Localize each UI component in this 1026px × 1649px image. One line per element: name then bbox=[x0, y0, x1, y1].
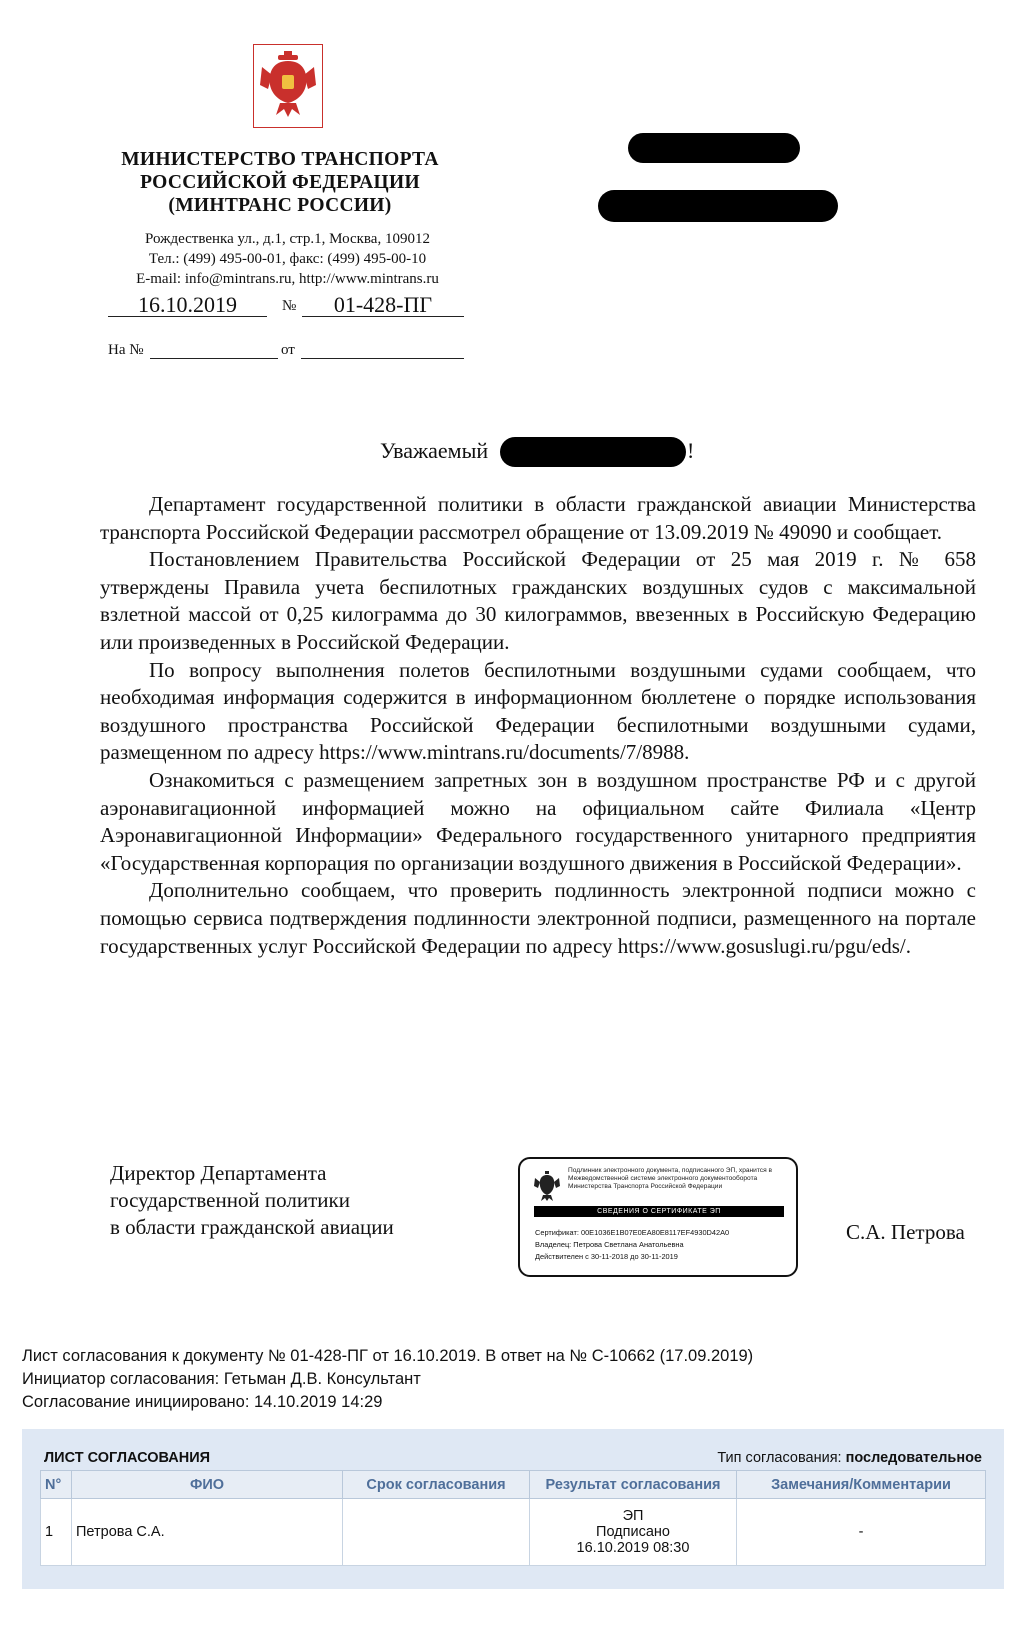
ministry-name bbox=[100, 148, 460, 217]
reply-reference bbox=[108, 342, 464, 362]
stamp-owner: Владелец: Петрова Светлана Анатольевна bbox=[535, 1240, 684, 1249]
ministry-line: (МИНТРАНС РОССИИ) bbox=[168, 195, 392, 216]
reply-label: На № bbox=[108, 342, 144, 358]
column-header: Срок согласования bbox=[343, 1471, 530, 1499]
greeting: Уважаемый bbox=[380, 438, 489, 463]
ministry-line: РОССИЙСКОЙ ФЕДЕРАЦИИ bbox=[140, 172, 420, 193]
redacted-addressee-line-1 bbox=[628, 133, 800, 163]
row-number: 1 bbox=[41, 1499, 72, 1566]
stamp-certificate-details bbox=[535, 1227, 795, 1263]
body-paragraph: По вопросу выполнения полетов беспилотными воздушными судами сообщаем, что необходимая информация содержится в информационном бюллетене о порядке использования воздушного пространства Российской Федерации беспилотными воздушными судами, размещенном по адресу https://www.mintrans.ru/documents/7/8988. bbox=[100, 657, 976, 765]
table-row bbox=[41, 1499, 986, 1566]
stamp-certificate: Сертификат: 00E1036E1B07E0EA80E8117EF4930D42A0 bbox=[535, 1228, 730, 1237]
signatory-title-line: в области гражданской авиации bbox=[110, 1215, 394, 1239]
approval-type-value: последовательное bbox=[845, 1450, 982, 1466]
document-date: 16.10.2019 bbox=[108, 292, 267, 317]
approval-table bbox=[40, 1470, 986, 1566]
letter-body bbox=[100, 491, 976, 960]
approval-info bbox=[22, 1345, 753, 1414]
reply-date-line bbox=[301, 358, 464, 359]
stamp-certificate-header: СВЕДЕНИЯ О СЕРТИФИКАТЕ ЭП bbox=[534, 1206, 784, 1217]
greeting-exclamation: ! bbox=[687, 438, 695, 463]
result-status: Подписано bbox=[596, 1524, 670, 1540]
column-header: N° bbox=[41, 1471, 72, 1499]
address-line: E-mail: info@mintrans.ru, http://www.mintrans.ru bbox=[136, 271, 439, 287]
body-paragraph: Постановлением Правительства Российской Федерации от 25 мая 2019 г. № 658 утверждены Правила учета беспилотных гражданских воздушных судов с максимальной взлетной массой от 0,25 килограмма до 30 килограммов, ввезенных в Российскую Федерацию или произведенных в Российской Федерации. bbox=[100, 547, 976, 654]
approval-line: Согласование инициировано: 14.10.2019 14:29 bbox=[22, 1393, 383, 1411]
approval-sheet bbox=[22, 1429, 1004, 1589]
row-comment: - bbox=[737, 1499, 986, 1566]
result-type: ЭП bbox=[622, 1508, 644, 1524]
redacted-addressee-line-2 bbox=[598, 190, 838, 222]
electronic-signature-stamp bbox=[518, 1157, 798, 1277]
signatory-title-line: Директор Департамента bbox=[110, 1161, 327, 1185]
column-header: Замечания/Комментарии bbox=[737, 1471, 986, 1499]
table-header-row bbox=[41, 1471, 986, 1499]
signatory-name: С.А. Петрова bbox=[846, 1220, 965, 1244]
address-line: Рождественка ул., д.1, стр.1, Москва, 109012 bbox=[145, 231, 430, 247]
approval-sheet-title: ЛИСТ СОГЛАСОВАНИЯ bbox=[44, 1450, 211, 1466]
from-label: от bbox=[281, 342, 295, 358]
approval-line: Инициатор согласования: Гетьман Д.В. Консультант bbox=[22, 1370, 421, 1388]
body-paragraph: Департамент государственной политики в области гражданской авиации Министерства транспорта Российской Федерации рассмотрел обращение от 13.09.2019 № 49090 и сообщает. bbox=[100, 492, 976, 544]
redacted-greeting-name bbox=[500, 437, 686, 467]
row-result bbox=[530, 1499, 737, 1566]
ministry-address bbox=[100, 229, 475, 289]
row-deadline bbox=[343, 1499, 530, 1566]
signatory-title bbox=[110, 1160, 394, 1241]
row-name: Петрова С.А. bbox=[72, 1499, 343, 1566]
body-paragraph: Ознакомиться с размещением запретных зон в воздушном пространстве РФ и с другой аэронавигационной информацией можно на официальном сайте Филиала «Центр Аэронавигационной Информации» Федерального государственного унитарного предприятия «Государственная корпорация по организации воздушного движения в Российской Федерации». bbox=[100, 767, 976, 875]
approval-type-label: Тип согласования: bbox=[717, 1450, 842, 1466]
coat-of-arms-emblem bbox=[253, 44, 323, 128]
reply-number-line bbox=[150, 358, 278, 359]
approval-line: Лист согласования к документу № 01-428-ПГ от 16.10.2019. В ответ на № С-10662 (17.09.2019) bbox=[22, 1347, 754, 1365]
body-paragraph: Дополнительно сообщаем, что проверить подлинность электронной подписи можно с помощью сервиса подтверждения подлинности электронной подписи, размещенного на портале государственных услуг Российской Федерации по адресу https://www.gosuslugi.ru/pgu/eds/. bbox=[100, 878, 976, 958]
stamp-notice: Подлинник электронного документа, подписанного ЭП, хранится в Межведомственной системе электронного документооборота Министерства Транспорта Российской Федерации bbox=[568, 1167, 773, 1190]
document-number: 01-428-ПГ bbox=[302, 292, 464, 317]
address-line: Тел.: (499) 495-00-01, факс: (499) 495-00-10 bbox=[148, 251, 427, 267]
approval-type bbox=[717, 1450, 982, 1466]
signatory-title-line: государственной политики bbox=[110, 1188, 350, 1212]
column-header: Результат согласования bbox=[530, 1471, 737, 1499]
eagle-icon bbox=[533, 1170, 561, 1202]
stamp-valid: Действителен с 30-11-2018 до 30-11-2019 bbox=[535, 1252, 678, 1261]
ministry-line: МИНИСТЕРСТВО ТРАНСПОРТА bbox=[121, 149, 439, 170]
number-label: № bbox=[282, 298, 297, 314]
result-date: 16.10.2019 08:30 bbox=[576, 1540, 690, 1556]
column-header: ФИО bbox=[72, 1471, 343, 1499]
document-date-number bbox=[108, 292, 464, 318]
